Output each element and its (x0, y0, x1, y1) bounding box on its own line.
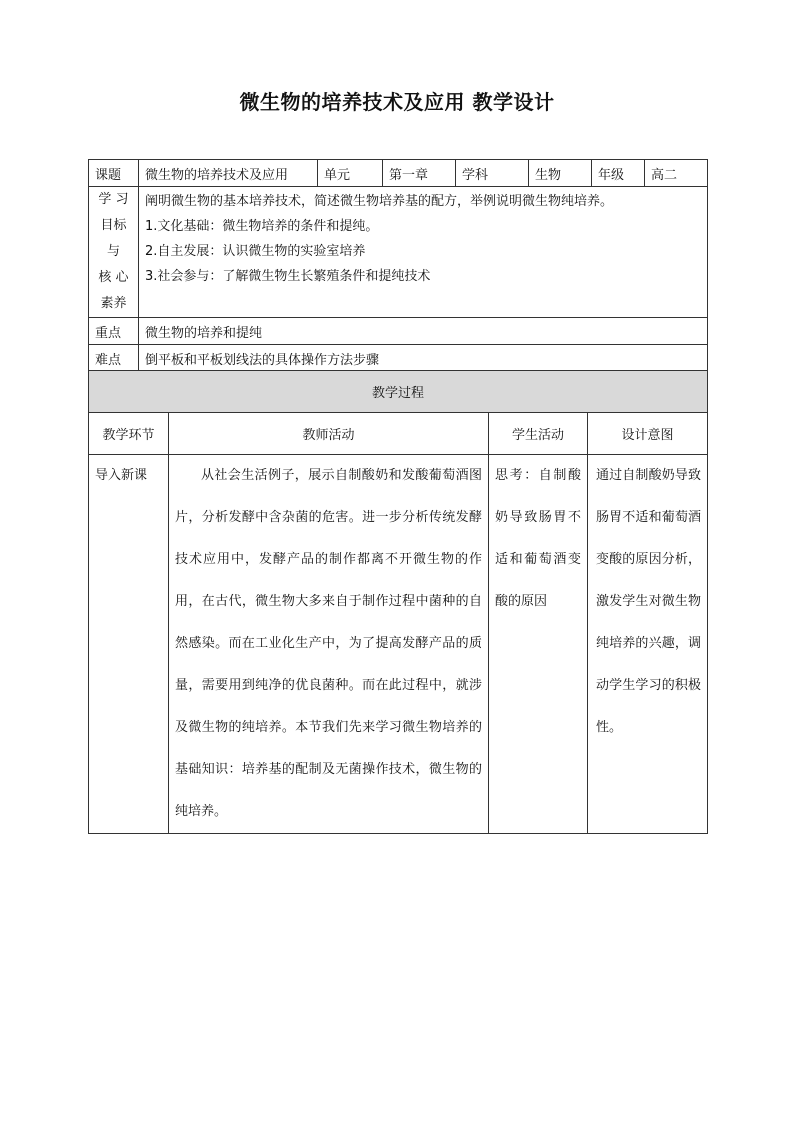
stage-cell: 导入新课 (89, 455, 169, 834)
difficulty-text: 倒平板和平板划线法的具体操作方法步骤 (139, 345, 708, 372)
unit-label: 单元 (318, 160, 383, 187)
goals-label-line: 与 (106, 244, 120, 259)
lesson-info-table (88, 159, 708, 372)
info-row (89, 160, 708, 187)
column-header: 设计意图 (588, 413, 708, 455)
goal-line: 1.文化基础：微生物培养的条件和提纯。 (145, 219, 379, 234)
goals-label-line: 学 习 (98, 192, 129, 207)
key-point-row (89, 318, 708, 345)
goal-line: 阐明微生物的基本培养技术，简述微生物培养基的配方，举例说明微生物纯培养。 (145, 194, 614, 209)
design-intent-cell: 通过自制酸奶导致肠胃不适和葡萄酒变酸的原因分析，激发学生对微生物纯培养的兴趣，调动学生学习的积极性。 (588, 455, 708, 834)
unit-value: 第一章 (383, 160, 456, 187)
goal-line: 3.社会参与：了解微生物生长繁殖条件和提纯技术 (145, 269, 431, 284)
process-heading: 教学过程 (89, 371, 708, 413)
goals-content (139, 187, 708, 318)
teaching-process-table (88, 370, 708, 834)
key-point-label: 重点 (89, 318, 139, 345)
goals-label (89, 187, 139, 318)
subject-label: 学科 (456, 160, 529, 187)
subject-value: 生物 (529, 160, 592, 187)
goals-label-line: 素养 (100, 296, 127, 311)
topic-label: 课题 (89, 160, 139, 187)
column-header: 教学环节 (89, 413, 169, 455)
document-title: 微生物的培养技术及应用 教学设计 (239, 90, 555, 114)
difficulty-label: 难点 (89, 345, 139, 372)
grade-value: 高二 (645, 160, 708, 187)
column-header: 学生活动 (489, 413, 588, 455)
process-row (89, 455, 708, 834)
student-activity-cell: 思考：自制酸奶导致肠胃不适和葡萄酒变酸的原因 (489, 455, 588, 834)
grade-label: 年级 (592, 160, 645, 187)
teacher-activity-cell: 从社会生活例子，展示自制酸奶和发酸葡萄酒图片，分析发酵中含杂菌的危害。进一步分析传统发酵技术应用中，发酵产品的制作都离不开微生物的作用，在古代，微生物大多来自于制作过程中菌种的自然感染。而在工业化生产中，为了提高发酵产品的质量，需要用到纯净的优良菌种。而在此过程中，就涉及微生物的纯培养。本节我们先来学习微生物培养的基础知识：培养基的配制及无菌操作技术，微生物的纯培养。 (169, 455, 489, 834)
column-header: 教师活动 (169, 413, 489, 455)
goal-line: 2.自主发展：认识微生物的实验室培养 (145, 244, 366, 259)
key-point-text: 微生物的培养和提纯 (139, 318, 708, 345)
topic-value: 微生物的培养技术及应用 (139, 160, 318, 187)
goals-row (89, 187, 708, 318)
process-header-row (89, 413, 708, 455)
goals-label-line: 核 心 (98, 270, 129, 285)
process-heading-row (89, 371, 708, 413)
goals-label-line: 目标 (100, 218, 127, 233)
difficulty-row (89, 345, 708, 372)
